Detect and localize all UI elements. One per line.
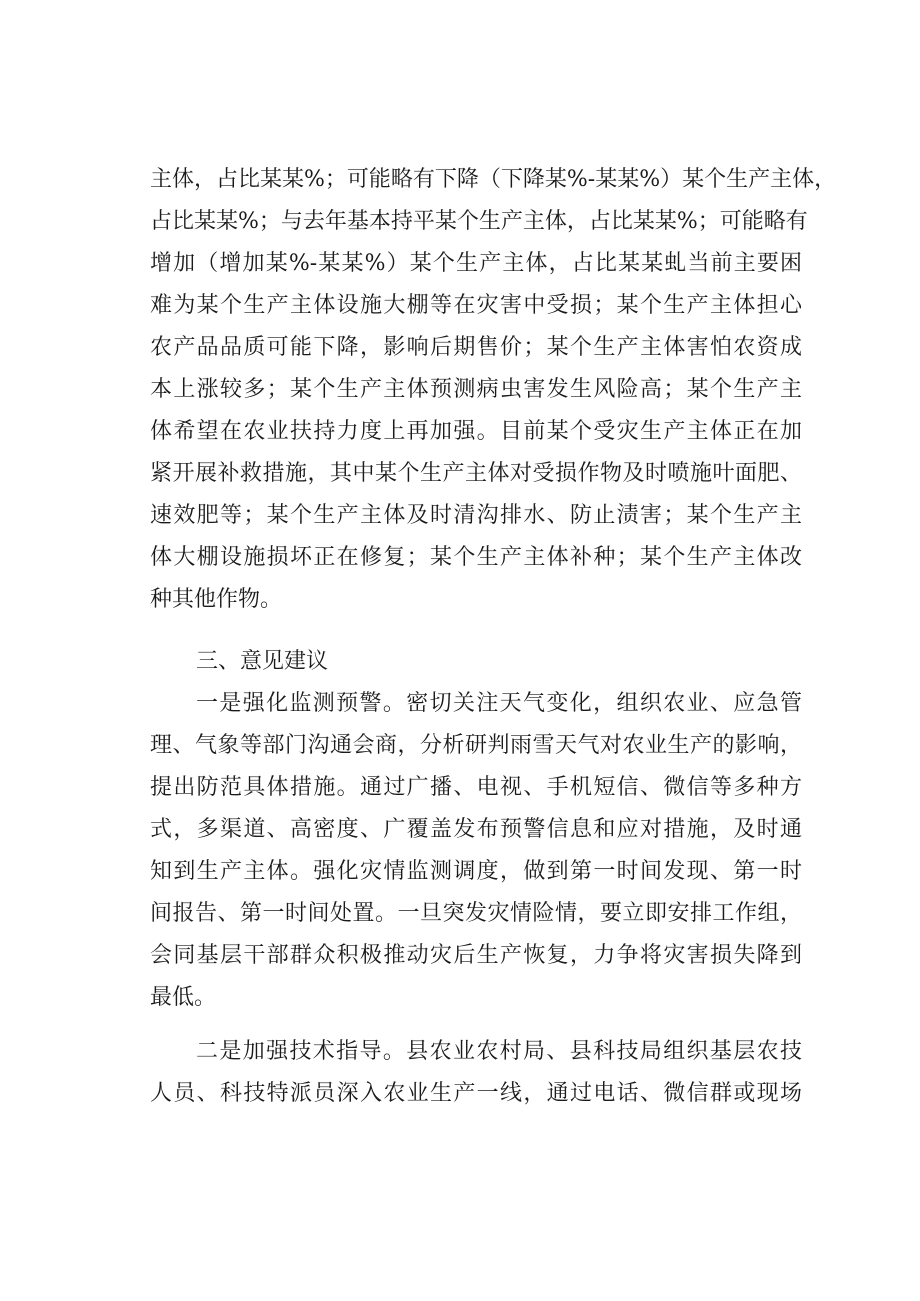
text-line: 本上涨较多；某个生产主体预测病虫害发生风险高；某个生产主 — [150, 377, 802, 402]
text-line: 提出防范具体措施。通过广播、电视、手机短信、微信等多种方 — [150, 775, 802, 800]
paragraph-disaster-impact — [150, 160, 837, 620]
text-line: 占比某某%；与去年基本持平某个生产主体，占比某某%；可能略有 — [150, 209, 808, 234]
text-line: 会同基层干部群众积极推动灾后生产恢复，力争将灾害损失降到 — [150, 943, 802, 968]
text-line: 难为某个生产主体设施大棚等在灾害中受损；某个生产主体担心 — [150, 293, 802, 318]
text-line: 式，多渠道、高密度、广覆盖发布预警信息和应对措施，及时通 — [150, 817, 802, 842]
text-line: 人员、科技特派员深入农业生产一线，通过电话、微信群或现场 — [150, 1081, 802, 1106]
text-line: 增加（增加某%-某某%）某个生产主体，占比某某虬当前主要困 — [150, 251, 802, 276]
section-heading: 三、意见建议 — [196, 649, 329, 674]
text-line: 理、气象等部门沟通会商，分析研判雨雪天气对农业生产的影响， — [150, 733, 802, 758]
text-line: 种其他作物。 — [150, 587, 283, 612]
text-line: 速效肥等；某个生产主体及时清沟排水、防止渍害；某个生产主 — [150, 503, 802, 528]
paragraph-monitoring-warning — [150, 684, 805, 1020]
text-line: 体大棚设施损坏正在修复；某个生产主体补种；某个生产主体改 — [150, 545, 802, 570]
text-line: 最低。 — [150, 985, 217, 1010]
text-line: 主体，占比某某%；可能略有下降（下降某%-某某%）某个生产主体， — [150, 167, 837, 192]
text-line: 紧开展补救措施，其中某个生产主体对受损作物及时喷施叶面肥、 — [150, 461, 802, 486]
text-line: 间报告、第一时间处置。一旦突发灾情险情，要立即安排工作组， — [150, 901, 802, 926]
text-line: 二是加强技术指导。县农业农村局、县科技局组织基层农技 — [196, 1039, 802, 1064]
text-line: 农产品品质可能下降，影响后期售价；某个生产主体害怕农资成 — [150, 335, 802, 360]
text-line: 知到生产主体。强化灾情监测调度，做到第一时间发现、第一时 — [150, 859, 802, 884]
text-line: 一是强化监测预警。密切关注天气变化，组织农业、应急管 — [196, 691, 802, 716]
paragraph-technical-guidance — [150, 1032, 805, 1116]
text-line: 体希望在农业扶持力度上再加强。目前某个受灾生产主体正在加 — [150, 419, 802, 444]
